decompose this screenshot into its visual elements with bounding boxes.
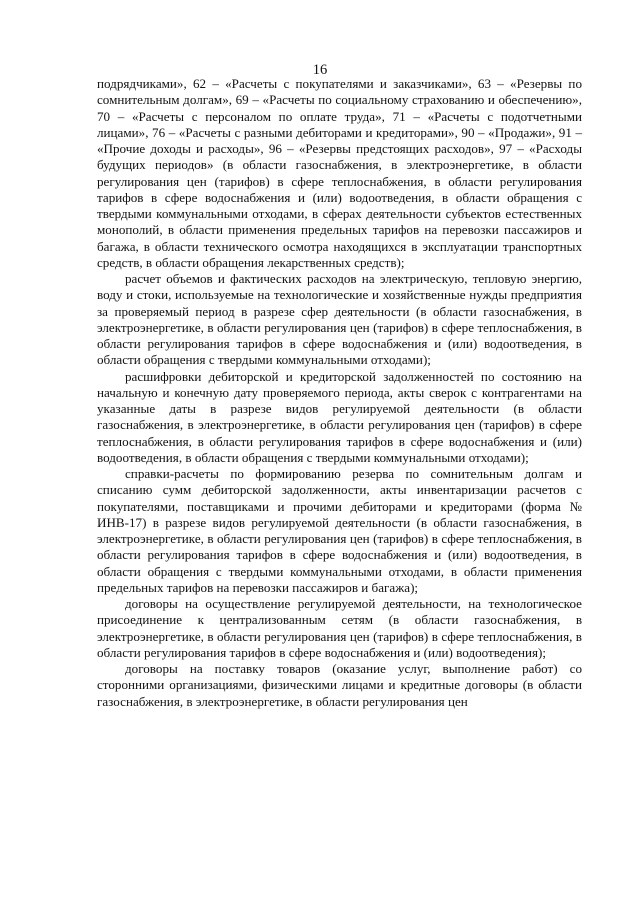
page-number: 16 — [312, 62, 328, 78]
paragraph-regulated-activity-contracts: договоры на осуществление регулируемой деятельности, на технологическое присоединение к централизованным сетям (в области газоснабжения, в электроэнергетике, в области регулирования цен (тарифов) в сфере теплоснабжения, в области регулирования тарифов в сфере водоснабжения и (или) водоотведения); — [97, 596, 582, 660]
paragraph-accounts-list: подрядчиками», 62 – «Расчеты с покупателями и заказчиками», 63 – «Резервы по сомнительным долгам», 69 – «Расчеты по социальному страхованию и обеспечению», 70 – «Расчеты с персоналом по оплате труда», 71 – «Расчеты с подотчетными лицами», 76 – «Расчеты с разными дебиторами и кредиторами», 90 – «Продажи», 91 – «Прочие доходы и расходы», 96 – «Резервы предстоящих расходов», 97 – «Расходы будущих периодов» (в области газоснабжения, в электроэнергетике, в области регулирования цен (тарифов) в сфере теплоснабжения, в области регулирования тарифов в сфере водоснабжения и (или) водоотведения, в области обращения с твердыми коммунальными отходами, в сферах деятельности субъектов естественных монополий, в области применения предельных тарифов на перевозки пассажиров и багажа, в области технического осмотра находящихся в эксплуатации транспортных средств, в области обращения лекарственных средств); — [97, 76, 582, 270]
paragraph-receivables-payables: расшифровки дебиторской и кредиторской задолженностей по состоянию на начальную и конечную дату проверяемого периода, акты сверок с контрагентами на указанные даты в разрезе видов регулируемой деятельности (в области газоснабжения, в электроэнергетике, в области регулирования цен (тарифов) в сфере теплоснабжения, в области регулирования тарифов в сфере водоснабжения и (или) водоотведения, в области обращения с твердыми коммунальными отходами); — [97, 368, 582, 465]
paragraph-supply-contracts: договоры на поставку товаров (оказание услуг, выполнение работ) со сторонними организациями, физическими лицами и кредитные договоры (в области газоснабжения, в электроэнергетике, в области регулирования цен — [97, 661, 582, 709]
paragraph-doubtful-debts-reserve: справки-расчеты по формированию резерва по сомнительным долгам и списанию сумм дебиторской задолженности, акты инвентаризации расчетов с покупателями, поставщиками и прочими дебиторами и кредиторами (форма № ИНВ-17) в разрезе видов регулируемой деятельности (в области газоснабжения, в электроэнергетике, в области регулирования цен (тарифов) в сфере теплоснабжения, в области регулирования тарифов в сфере водоснабжения и (или) водоотведения, в области обращения с твердыми коммунальными отходами, в области применения предельных тарифов на перевозки пассажиров и багажа); — [97, 466, 582, 595]
paragraph-energy-expenses: расчет объемов и фактических расходов на электрическую, тепловую энергию, воду и стоки, используемые на технологические и хозяйственные нужды предприятия за проверяемый период в разрезе сфер деятельности (в области газоснабжения, в электроэнергетике, в области регулирования цен (тарифов) в сфере теплоснабжения, в области регулирования тарифов в сфере водоснабжения и (или) водоотведения, в области обращения с твердыми коммунальными отходами); — [97, 271, 582, 368]
document-body — [97, 76, 582, 710]
